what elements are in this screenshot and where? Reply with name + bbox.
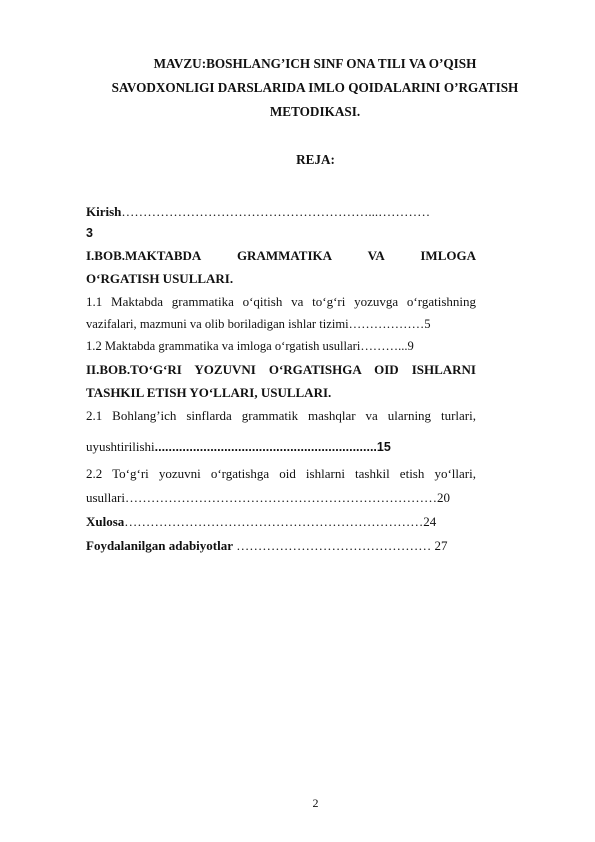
toc-section-2-1-word: uyushtirilishi — [86, 439, 155, 454]
toc-section-1-1-line-2: vazifalari, mazmuni va olib boriladigan ishlar tizimi………………5 — [86, 317, 431, 331]
toc-references-dots: ……………………………………… 27 — [233, 538, 448, 553]
toc-section-2-2-line-1: 2.2 To‘g‘ri yozuvni o‘rgatishga oid ishlarni tashkil etish yo‘llari, — [86, 466, 476, 481]
toc-chapter-2-line-1: II.BOB.TO‘G‘RI YOZUVNI O‘RGATISHGA OID ISHLARNI — [86, 362, 476, 377]
toc-section-1-2: 1.2 Maktabda grammatika va imloga o‘rgatish usullari………...9 — [86, 339, 414, 353]
toc-chapter-1-word-b: GRAMMATIKA — [236, 248, 333, 263]
toc-references — [86, 538, 476, 554]
toc-chapter-1-word-c: VA — [367, 248, 385, 263]
toc-chapter-2-line-2: TASHKIL ETISH YO‘LLARI, USULLARI. — [86, 385, 332, 400]
toc-chapter-1-word-d: IMLOGA — [420, 248, 476, 263]
toc-chapter-1-line-1 — [86, 248, 476, 264]
page-number: 2 — [312, 796, 319, 810]
toc-conclusion — [86, 514, 476, 530]
title-line-2: SAVODXONLIGI DARSLARIDA IMLO QOIDALARINI O’RGATISH — [111, 80, 519, 95]
toc-intro-dots: …………………………………………………...………… — [121, 204, 431, 219]
toc-chapter-1-line-2: O‘RGATISH USULLARI. — [86, 271, 234, 286]
toc-intro-label: Kirish — [86, 204, 122, 219]
toc-section-2-1-dots: ................................................................15 — [154, 440, 391, 454]
toc-chapter-1-word-a: I.BOB.MAKTABDA — [86, 248, 202, 263]
toc-intro — [86, 204, 476, 220]
toc-conclusion-dots: ……………………………………………………………24 — [124, 514, 437, 529]
toc-section-1-1-line-1: 1.1 Maktabda grammatika o‘qitish va to‘g‘ri yozuvga o‘rgatishning — [86, 294, 476, 309]
toc-intro-page: 3 — [86, 226, 93, 240]
toc-conclusion-label: Xulosa — [86, 514, 125, 529]
plan-heading: REJA: — [296, 152, 335, 167]
toc-references-label: Foydalanilgan adabiyotlar — [86, 538, 233, 553]
toc-section-2-2-line-2: usullari………………………………………………………………20 — [86, 490, 450, 505]
document-title — [90, 52, 540, 124]
toc-section-2-1-line-2 — [86, 439, 476, 455]
title-line-3: METODIKASI. — [269, 104, 361, 119]
toc-section-2-1-line-1: 2.1 Bohlang’ich sinflarda grammatik mashqlar va ularning turlari, — [86, 408, 476, 423]
title-line-1: MAVZU:BOSHLANG’ICH SINF ONA TILI VA O’QISH — [153, 56, 477, 71]
